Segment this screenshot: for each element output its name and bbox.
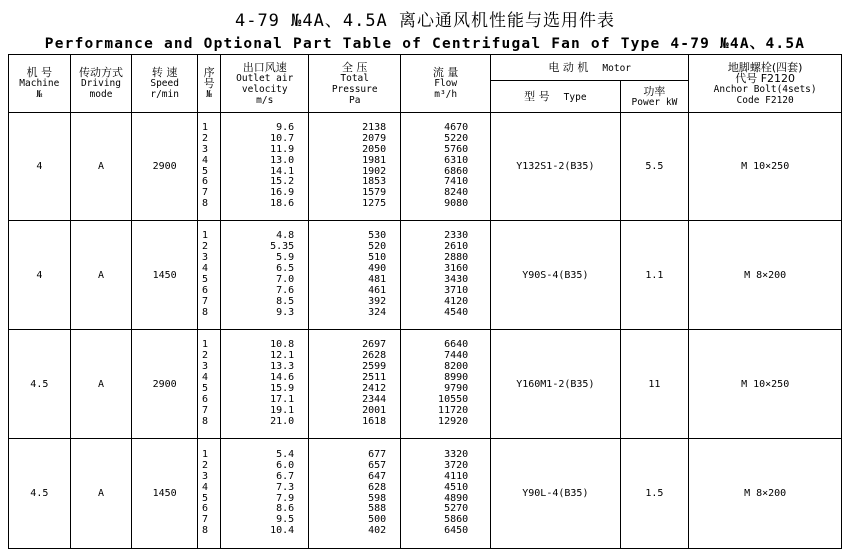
pressure-cell-value: 490 — [368, 263, 387, 275]
seq-cell-value: 5 — [202, 165, 209, 177]
header-total-pressure: 全 压 Total Pressure Pa — [309, 55, 401, 113]
motor-type-cell: Y160M1-2(B35) — [491, 330, 620, 439]
velocity-cell-value: 21.0 — [270, 415, 295, 427]
anchor-bolt-cell: M 8×200 — [689, 439, 842, 549]
velocity-cell-value: 6.0 — [276, 459, 295, 471]
flow-cell-value: 5270 — [444, 503, 469, 515]
pressure-cell-value: 1981 — [362, 154, 387, 166]
velocity-cell-value: 17.1 — [270, 393, 295, 405]
seq-cell-value: 6 — [202, 503, 209, 515]
flow-cell-value: 3430 — [444, 274, 469, 285]
seq-cell-value: 8 — [202, 306, 209, 318]
flow-cell-value: 3720 — [444, 459, 469, 471]
flow-cell — [401, 113, 491, 221]
velocity-cell-value: 9.6 — [276, 121, 295, 133]
header-outlet-velocity: 出口风速 Outlet air velocity m/s — [221, 55, 309, 113]
flow-cell-value: 6860 — [444, 165, 469, 177]
seq-cell-value: 6 — [202, 176, 209, 188]
flow-cell-value: 4890 — [444, 492, 469, 504]
pressure-cell-value: 520 — [368, 241, 387, 253]
seq-cell-value: 4 — [202, 372, 209, 384]
power-cell: 5.5 — [620, 113, 689, 221]
velocity-cell-value: 5.4 — [276, 448, 295, 460]
pressure-cell — [309, 439, 401, 549]
velocity-cell-value: 5.35 — [270, 241, 295, 253]
pressure-cell-value: 1853 — [362, 176, 387, 188]
pressure-cell-value: 2138 — [362, 121, 387, 133]
flow-cell-value: 4670 — [444, 121, 469, 133]
drive-cell: A — [70, 439, 132, 549]
flow-cell-value: 5760 — [444, 143, 469, 155]
pressure-cell-value: 2344 — [362, 393, 387, 405]
header-power: 功率 Power kW — [620, 81, 689, 113]
power-cell: 11 — [620, 330, 689, 439]
machine-cell: 4.5 — [9, 439, 71, 549]
pressure-cell-value: 2697 — [362, 339, 387, 351]
velocity-cell-value: 15.2 — [270, 176, 295, 188]
pressure-cell-value: 510 — [368, 252, 387, 264]
header-motor-type: 型 号 Type — [491, 81, 620, 113]
flow-cell-value: 5220 — [444, 132, 469, 144]
drive-cell: A — [70, 221, 132, 330]
seq-cell-value: 6 — [202, 284, 209, 296]
seq-cell-value: 4 — [202, 481, 209, 493]
seq-cell-value: 7 — [202, 514, 209, 526]
machine-cell: 4 — [9, 221, 71, 330]
velocity-cell-value: 7.9 — [276, 492, 295, 504]
seq-cell-value: 8 — [202, 525, 209, 537]
seq-cell — [198, 221, 221, 330]
speed-cell: 2900 — [132, 113, 198, 221]
flow-cell-value: 7410 — [444, 176, 469, 188]
anchor-bolt-cell: M 10×250 — [689, 330, 842, 439]
pressure-cell-value: 2412 — [362, 383, 387, 394]
speed-cell: 1450 — [132, 439, 198, 549]
pressure-cell-value: 1618 — [362, 415, 387, 427]
header-anchor-bolt: 地脚螺栓(四套) 代号 F2120 Anchor Bolt(4sets) Code F2120 — [689, 55, 842, 113]
pressure-cell-value: 461 — [368, 284, 387, 296]
seq-cell-value: 7 — [202, 187, 209, 199]
drive-cell: A — [70, 330, 132, 439]
table-row — [9, 113, 842, 221]
speed-cell: 1450 — [132, 221, 198, 330]
seq-cell-value: 1 — [202, 339, 209, 351]
seq-cell-value: 3 — [202, 470, 209, 482]
pressure-cell-value: 598 — [368, 492, 387, 504]
pressure-cell-value: 1275 — [362, 198, 387, 210]
flow-cell-value: 11720 — [438, 404, 469, 416]
pressure-cell-value: 1579 — [362, 187, 387, 199]
pressure-cell-value: 677 — [368, 448, 387, 460]
seq-cell-value: 2 — [202, 241, 209, 253]
pressure-cell-value: 2628 — [362, 350, 387, 362]
seq-cell-value: 8 — [202, 415, 209, 427]
header-drive: 传动方式 Driving mode — [70, 55, 132, 113]
seq-cell — [198, 330, 221, 439]
seq-cell-value: 1 — [202, 121, 209, 133]
seq-cell-value: 4 — [202, 263, 209, 275]
header-motor: 电 动 机 Motor — [491, 55, 689, 81]
flow-cell-value: 8990 — [444, 372, 469, 384]
anchor-bolt-cell: M 8×200 — [689, 221, 842, 330]
flow-cell-value: 2330 — [444, 230, 469, 242]
velocity-cell-value: 16.9 — [270, 187, 295, 199]
velocity-cell-value: 12.1 — [270, 350, 295, 362]
pressure-cell-value: 530 — [368, 230, 387, 242]
velocity-cell-value: 7.3 — [276, 481, 295, 493]
velocity-cell-value: 10.7 — [270, 132, 295, 144]
flow-cell — [401, 221, 491, 330]
flow-cell-value: 5860 — [444, 514, 469, 526]
seq-cell-value: 2 — [202, 350, 209, 362]
pressure-cell-value: 402 — [368, 525, 387, 537]
velocity-cell-value: 18.6 — [270, 198, 295, 210]
flow-cell-value: 4510 — [444, 481, 469, 493]
pressure-cell-value: 2050 — [362, 143, 387, 155]
seq-cell-value: 7 — [202, 404, 209, 416]
velocity-cell-value: 10.4 — [270, 525, 295, 537]
flow-cell-value: 4540 — [444, 306, 469, 318]
motor-type-cell: Y90S-4(B35) — [491, 221, 620, 330]
seq-cell-value: 3 — [202, 252, 209, 264]
seq-cell-value: 1 — [202, 230, 209, 242]
motor-type-cell: Y90L-4(B35) — [491, 439, 620, 549]
pressure-cell-value: 481 — [368, 274, 387, 285]
flow-cell — [401, 330, 491, 439]
pressure-cell-value: 2079 — [362, 132, 387, 144]
header-machine: 机 号 Machine № — [9, 55, 71, 113]
velocity-cell — [221, 221, 309, 330]
pressure-cell-value: 324 — [368, 306, 387, 318]
pressure-cell-value: 657 — [368, 459, 387, 471]
seq-cell-value: 8 — [202, 198, 209, 210]
header-flow: 流 量 Flow m³/h — [401, 55, 491, 113]
seq-cell-value: 2 — [202, 132, 209, 144]
velocity-cell-value: 8.5 — [276, 295, 295, 307]
flow-cell-value: 6310 — [444, 154, 469, 166]
speed-cell: 2900 — [132, 330, 198, 439]
flow-cell-value: 9080 — [444, 198, 469, 210]
pressure-cell-value: 1902 — [362, 165, 387, 177]
pressure-cell-value: 392 — [368, 295, 387, 307]
header-speed: 转 速 Speed r/min — [132, 55, 198, 113]
power-cell: 1.5 — [620, 439, 689, 549]
velocity-cell-value: 5.9 — [276, 252, 295, 264]
flow-cell-value: 3320 — [444, 448, 469, 460]
header-seq: 序 号 № — [198, 55, 221, 113]
velocity-cell — [221, 113, 309, 221]
pressure-cell-value: 500 — [368, 514, 387, 526]
drive-cell: A — [70, 113, 132, 221]
power-cell: 1.1 — [620, 221, 689, 330]
pressure-cell-value: 647 — [368, 470, 387, 482]
seq-cell — [198, 113, 221, 221]
velocity-cell-value: 13.0 — [270, 154, 295, 166]
pressure-cell — [309, 113, 401, 221]
seq-cell-value: 5 — [202, 383, 209, 394]
velocity-cell-value: 11.9 — [270, 143, 295, 155]
velocity-cell-value: 6.5 — [276, 263, 295, 275]
flow-cell-value: 3160 — [444, 263, 469, 275]
flow-cell — [401, 439, 491, 549]
seq-cell-value: 2 — [202, 459, 209, 471]
seq-cell-value: 5 — [202, 492, 209, 504]
motor-type-cell: Y132S1-2(B35) — [491, 113, 620, 221]
flow-cell-value: 9790 — [444, 383, 469, 394]
flow-cell-value: 3710 — [444, 284, 469, 296]
flow-cell-value: 4110 — [444, 470, 469, 482]
velocity-cell-value: 9.5 — [276, 514, 295, 526]
table-row — [9, 221, 842, 330]
pressure-cell — [309, 221, 401, 330]
table-row — [9, 330, 842, 439]
seq-cell — [198, 439, 221, 549]
pressure-cell-value: 2001 — [362, 404, 387, 416]
seq-cell-value: 3 — [202, 143, 209, 155]
velocity-cell-value: 14.6 — [270, 372, 295, 384]
velocity-cell — [221, 330, 309, 439]
seq-cell-value: 1 — [202, 448, 209, 460]
page-title: 4-79 №4A、4.5A 离心通风机性能与选用件表 — [234, 11, 616, 31]
velocity-cell-value: 8.6 — [276, 503, 295, 515]
velocity-cell-value: 7.0 — [276, 274, 295, 285]
flow-cell-value: 7440 — [444, 350, 469, 362]
pressure-cell-value: 2511 — [362, 372, 387, 384]
machine-cell: 4.5 — [9, 330, 71, 439]
flow-cell-value: 12920 — [438, 415, 469, 427]
velocity-cell-value: 6.7 — [276, 470, 295, 482]
performance-table — [8, 54, 842, 549]
flow-cell-value: 6450 — [444, 525, 469, 537]
flow-cell-value: 2610 — [444, 241, 469, 253]
seq-cell-value: 7 — [202, 295, 209, 307]
velocity-cell-value: 7.6 — [276, 284, 295, 296]
machine-cell: 4 — [9, 113, 71, 221]
pressure-cell-value: 628 — [368, 481, 387, 493]
flow-cell-value: 6640 — [444, 339, 469, 351]
velocity-cell — [221, 439, 309, 549]
table-row — [9, 439, 842, 549]
flow-cell-value: 4120 — [444, 295, 469, 307]
velocity-cell-value: 15.9 — [270, 383, 295, 394]
seq-cell-value: 6 — [202, 393, 209, 405]
velocity-cell-value: 19.1 — [270, 404, 295, 416]
velocity-cell-value: 9.3 — [276, 306, 295, 318]
flow-cell-value: 8200 — [444, 361, 469, 373]
seq-cell-value: 3 — [202, 361, 209, 373]
anchor-bolt-cell: M 10×250 — [689, 113, 842, 221]
seq-cell-value: 5 — [202, 274, 209, 285]
velocity-cell-value: 10.8 — [270, 339, 295, 351]
velocity-cell-value: 4.8 — [276, 230, 295, 242]
pressure-cell — [309, 330, 401, 439]
velocity-cell-value: 14.1 — [270, 165, 295, 177]
flow-cell-value: 2880 — [444, 252, 469, 264]
flow-cell-value: 10550 — [438, 393, 469, 405]
page-subtitle: Performance and Optional Part Table of Centrifugal Fan of Type 4-79 №4A、4.5A — [44, 36, 806, 52]
pressure-cell-value: 588 — [368, 503, 387, 515]
seq-cell-value: 4 — [202, 154, 209, 166]
pressure-cell-value: 2599 — [362, 361, 387, 373]
velocity-cell-value: 13.3 — [270, 361, 295, 373]
flow-cell-value: 8240 — [444, 187, 469, 199]
